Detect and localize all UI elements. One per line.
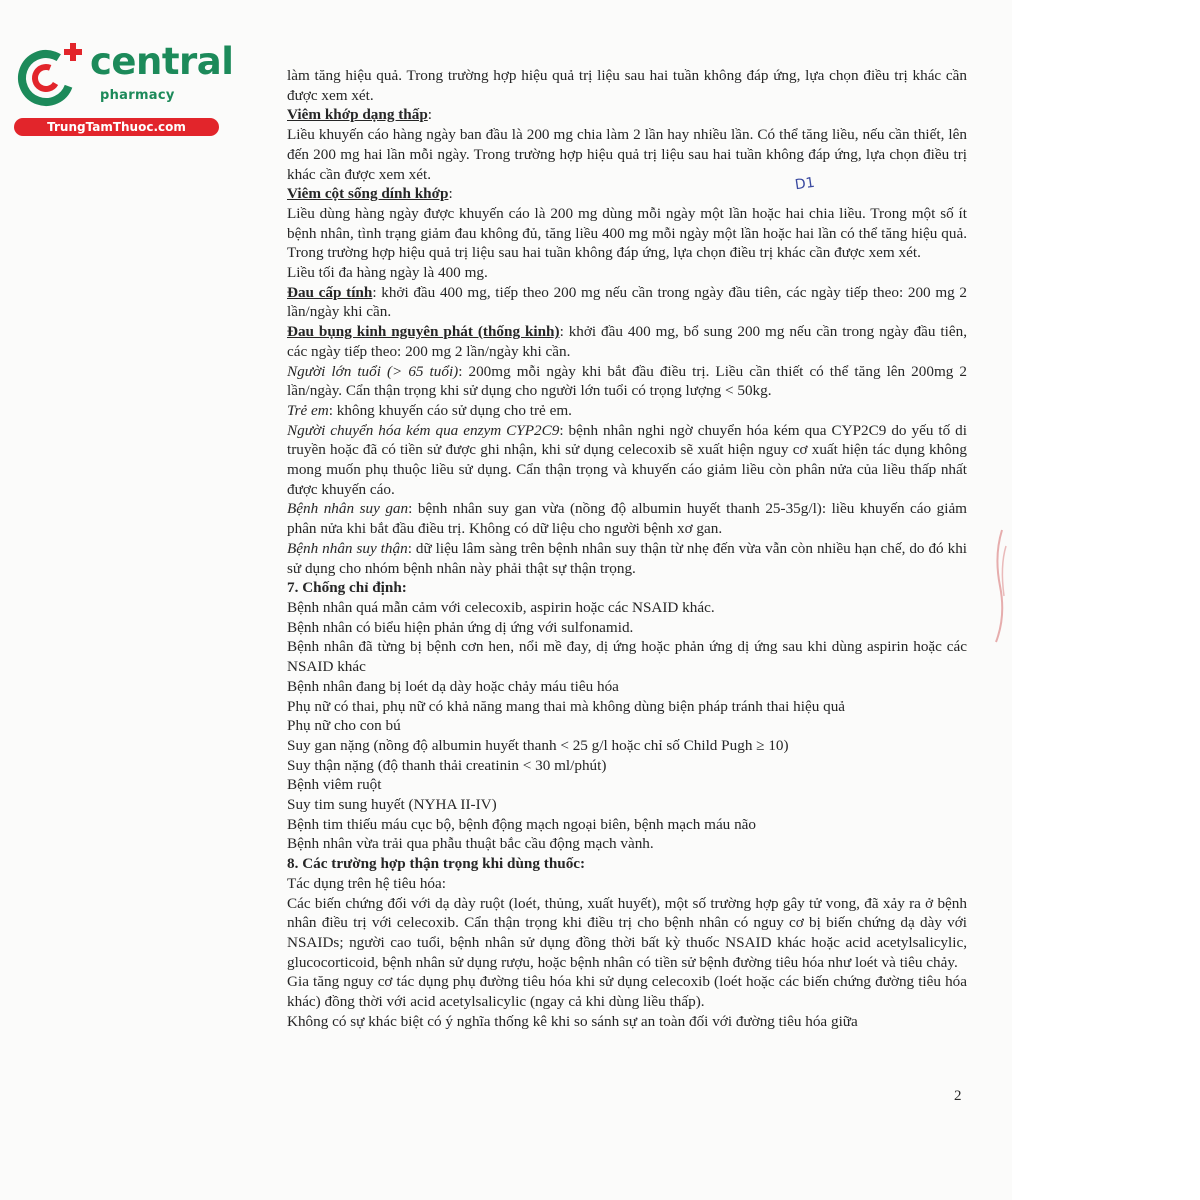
section-ankylosing-spondylitis: Viêm cột sống dính khớp: xyxy=(287,185,453,203)
heading-precautions: 8. Các trường hợp thận trọng khi dùng thuốc: xyxy=(287,855,586,873)
renal-text: : dữ liệu lâm sàng trên bệnh nhân suy thận từ nhẹ đến vừa vẫn còn nhiều hạn chế, do đó khi sử dụng cho nhóm bệnh nhân này phải thật sự thận trọng. xyxy=(287,539,968,577)
hepatic-text: : bệnh nhân suy gan vừa (nồng độ albumin huyết thanh 25-35g/l): liều khuyến cáo giảm phân nửa khi bắt đầu điều trị. Không có dữ liệu cho người bệnh xơ gan. xyxy=(287,500,968,538)
children-text: : không khuyến cáo sử dụng cho trẻ em. xyxy=(328,401,572,419)
acute-pain-text: : khởi đầu 400 mg, tiếp theo 200 mg nếu cần trong ngày đầu tiên, các ngày tiếp theo: 200 mg 2 lần/ngày khi cần. xyxy=(287,283,967,321)
paragraph-as-dose: Liều dùng hàng ngày được khuyến cáo là 200 mg dùng mỗi ngày một lần hoặc hai chia liều. Trong một số ít bệnh nhân, tình trạng giảm đau không đủ, tăng liều 400 mg mỗi ngày một lần hoặc hai lần có thể tăng hiệu quả. Trong trường hợp hiệu quả trị liệu sau hai tuần không đáp ứng, lựa chọn điều trị khác cần được xem xét. xyxy=(287,204,967,262)
contraindication-item: Suy tim sung huyết (NYHA II-IV) xyxy=(287,796,497,814)
paragraph-children xyxy=(287,401,967,421)
label-cyp2c9: Người chuyển hóa kém qua enzym CYP2C9 xyxy=(287,421,560,439)
heading-contraindications: 7. Chống chỉ định: xyxy=(287,579,407,597)
label-renal: Bệnh nhân suy thận xyxy=(287,539,408,557)
heading-acute-pain: Đau cấp tính xyxy=(287,283,373,301)
pharmacy-logo[interactable] xyxy=(10,38,234,138)
central-pharmacy-logo-icon xyxy=(10,38,90,118)
heading-rheumatoid-arthritis: Viêm khớp dạng thấp xyxy=(287,106,428,124)
label-hepatic: Bệnh nhân suy gan xyxy=(287,500,409,518)
contraindication-item: Bệnh nhân đã từng bị bệnh cơn hen, nổi mề đay, dị ứng hoặc phản ứng dị ứng sau khi dùng aspirin hoặc các NSAID khác xyxy=(287,638,967,676)
contraindication-item: Bệnh nhân vừa trải qua phẫu thuật bắc cầu động mạch vành. xyxy=(287,835,654,853)
paragraph-max-dose: Liều tối đa hàng ngày là 400 mg. xyxy=(287,264,488,282)
heading-ankylosing-spondylitis: Viêm cột sống dính khớp xyxy=(287,185,449,203)
contraindication-item: Bệnh nhân quá mẫn cảm với celecoxib, aspirin hoặc các NSAID khác. xyxy=(287,598,715,616)
contraindication-item: Bệnh nhân có biểu hiện phản ứng dị ứng với sulfonamid. xyxy=(287,618,634,636)
paragraph-gi-complications: Các biến chứng đối với dạ dày ruột (loét, thủng, xuất huyết), một số trường hợp gây tử vong, đã xảy ra ở bệnh nhân điều trị với celecoxib. Cẩn thận trọng khi điều trị cho bệnh nhân có nguy cơ bị biến chứng dạ dày với NSAIDs; người cao tuổi, bệnh nhân sử dụng đồng thời bất kỳ thuốc NSAID khác hoặc acid acetylsalicylic, glucocorticoid, bệnh nhân sử dụng rượu, hoặc bệnh nhân có tiền sử bệnh đường tiêu hóa như loét và tiêu chảy. xyxy=(287,894,967,971)
page-number: 2 xyxy=(954,1088,962,1104)
paragraph-elderly xyxy=(287,362,967,401)
contraindication-item: Suy thận nặng (độ thanh thải creatinin < 30 ml/phút) xyxy=(287,756,607,774)
paragraph-hepatic xyxy=(287,499,967,538)
contraindication-item: Bệnh nhân đang bị loét dạ dày hoặc chảy máu tiêu hóa xyxy=(287,677,619,695)
cyp2c9-text: : bệnh nhân nghi ngờ chuyển hóa kém qua CYP2C9 do yếu tố di truyền hoặc đã có tiền sử được ghi nhận, khi sử dụng celecoxib sẽ xuất hiện nguy cơ xuất hiện tác dụng không mong muốn phụ thuộc liều sử dụng. Cẩn thận trọng và khuyến cáo giảm liều còn phân nửa của liều thấp nhất được khuyến cáo. xyxy=(287,421,967,498)
contraindication-item: Suy gan nặng (nồng độ albumin huyết thanh < 25 g/l hoặc chỉ số Child Pugh ≥ 10) xyxy=(287,736,789,754)
handwritten-annotation: D1 xyxy=(793,174,816,194)
contraindication-item: Phụ nữ cho con bú xyxy=(287,717,401,735)
paragraph-gi-effects-title: Tác dụng trên hệ tiêu hóa: xyxy=(287,874,446,892)
paragraph-acute-pain xyxy=(287,283,967,322)
dysmenorrhea-text: : khởi đầu 400 mg, bổ sung 200 mg nếu cần trong ngày đầu tiên, các ngày tiếp theo: 200 mg 2 lần/ngày khi cần. xyxy=(287,323,967,360)
label-children: Trẻ em xyxy=(287,401,329,419)
brand-name: central xyxy=(90,40,234,83)
page-margin xyxy=(1012,0,1200,1200)
heading-dysmenorrhea: Đau bụng kinh nguyên phát (thống kinh) xyxy=(287,323,560,341)
paragraph-gi-risk: Gia tăng nguy cơ tác dụng phụ đường tiêu hóa khi sử dụng celecoxib (loét hoặc các biến chứng đường tiêu hóa khác) đồng thời với acid acetylsalicylic (ngay cả khi dùng liều thấp). xyxy=(287,973,967,1011)
contraindication-item: Phụ nữ có thai, phụ nữ có khả năng mang thai mà không dùng biện pháp tránh thai hiệu quả xyxy=(287,697,846,715)
paragraph-ra-dose: Liều khuyến cáo hàng ngày ban đầu là 200 mg chia làm 2 lần hay nhiều lần. Có thể tăng liều, nếu cần thiết, lên đến 200 mg hai lần mỗi ngày. Trong trường hợp hiệu quả trị liệu sau hai tuần không đáp ứng, lựa chọn điều trị khác cần được xem xét. xyxy=(287,126,967,183)
brand-url[interactable]: TrungTamThuoc.com xyxy=(14,118,219,136)
brand-subtitle: pharmacy xyxy=(100,88,175,103)
stamp-mark-icon xyxy=(988,526,1010,646)
section-rheumatoid-arthritis: Viêm khớp dạng thấp: xyxy=(287,106,433,124)
paragraph-effect: làm tăng hiệu quả. Trong trường hợp hiệu quả trị liệu sau hai tuần không đáp ứng, lựa chọn điều trị khác cần được xem xét. xyxy=(287,67,967,104)
document-body xyxy=(287,66,967,1031)
contraindication-item: Bệnh viêm ruột xyxy=(287,776,382,794)
elderly-text: : 200mg mỗi ngày khi bắt đầu điều trị. Liều cần thiết có thể tăng lên 200mg 2 lần/ngày. Cẩn thận trọng khi sử dụng cho người lớn tuổi có trọng lượng < 50kg. xyxy=(287,362,967,400)
label-elderly: Người lớn tuổi (> 65 tuổi) xyxy=(287,362,459,380)
paragraph-renal xyxy=(287,539,967,578)
contraindication-item: Bệnh tim thiếu máu cục bộ, bệnh động mạch ngoại biên, bệnh mạch máu não xyxy=(287,815,757,833)
paragraph-gi-safety: Không có sự khác biệt có ý nghĩa thống kê khi so sánh sự an toàn đối với đường tiêu hóa giữa xyxy=(287,1012,858,1030)
paragraph-dysmenorrhea xyxy=(287,322,967,361)
paragraph-cyp2c9 xyxy=(287,421,967,500)
